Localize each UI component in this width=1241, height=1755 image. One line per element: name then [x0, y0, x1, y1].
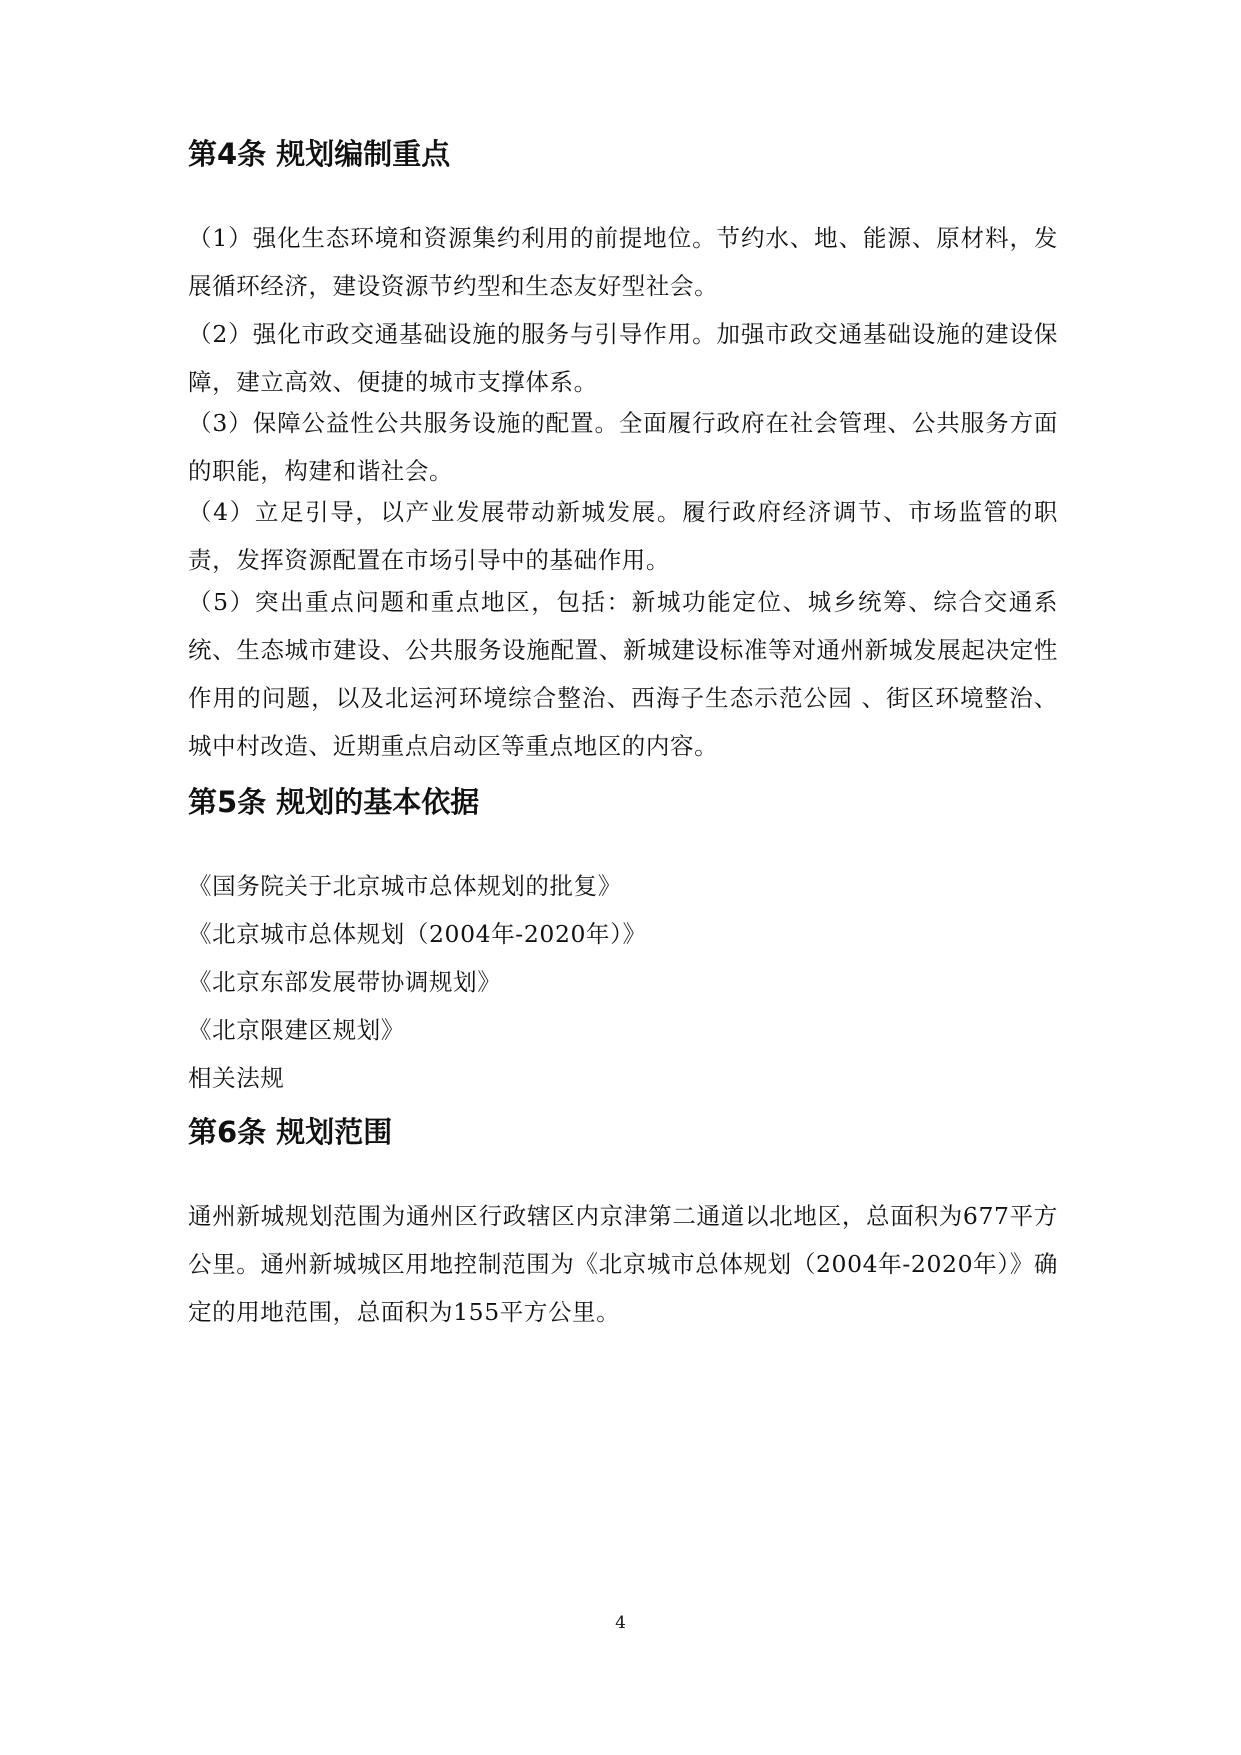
paragraph-4-5: （5）突出重点问题和重点地区，包括：新城功能定位、城乡统筹、综合交通系统、生态城市建设、公共服务设施配置、新城建设标准等对通州新城发展起决定性作用的问题，以及北运河环境综合整治、西海子生态示范公园 、街区环境整治、城中村改造、近期重点启动区等重点地区的内容。	[188, 588, 1058, 760]
basis-item: 《北京城市总体规划（2004年-2020年）》	[188, 920, 647, 948]
basis-list	[188, 862, 1058, 1102]
section-heading-4: 第4条 规划编制重点	[188, 137, 451, 171]
page-number: 4	[615, 1613, 626, 1633]
paragraph-6-1: 通州新城规划范围为通州区行政辖区内京津第二通道以北地区，总面积为677平方公里。通州新城城区用地控制范围为《北京城市总体规划（2004年-2020年）》确定的用地范围，总面积为155平方公里。	[188, 1202, 1058, 1326]
section-heading-5: 第5条 规划的基本依据	[188, 785, 480, 819]
paragraph-4-3: （3）保障公益性公共服务设施的配置。全面履行政府在社会管理、公共服务方面的职能，构建和谐社会。	[188, 409, 1058, 485]
section-heading-6: 第6条 规划范围	[188, 1115, 393, 1149]
paragraph-4-2: （2）强化市政交通基础设施的服务与引导作用。加强市政交通基础设施的建设保障，建立高效、便捷的城市支撑体系。	[188, 320, 1058, 396]
basis-item: 相关法规	[188, 1064, 285, 1092]
basis-item: 《国务院关于北京城市总体规划的批复》	[188, 872, 622, 900]
paragraph-4-4: （4）立足引导，以产业发展带动新城发展。履行政府经济调节、市场监管的职责，发挥资源配置在市场引导中的基础作用。	[188, 498, 1058, 574]
basis-item: 《北京东部发展带协调规划》	[188, 968, 502, 996]
basis-item: 《北京限建区规划》	[188, 1016, 405, 1044]
paragraph-4-1: （1）强化生态环境和资源集约利用的前提地位。节约水、地、能源、原材料，发展循环经济，建设资源节约型和生态友好型社会。	[188, 224, 1058, 300]
